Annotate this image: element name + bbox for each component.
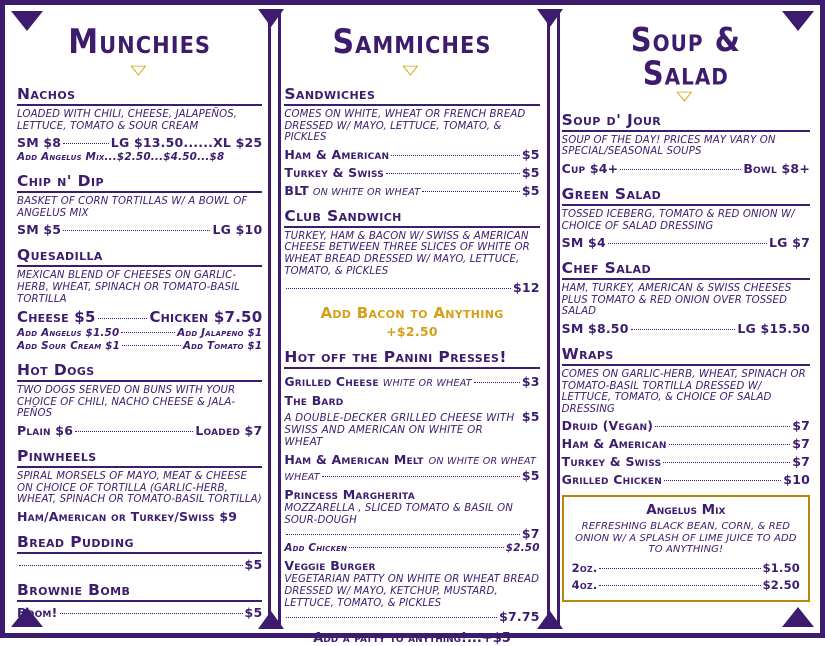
item-brownie-bomb-price: Boom! $5 — [17, 604, 263, 620]
category-hot-dogs-desc: TWO DOGS SERVED ON BUNS WITH YOUR CHOICE OF CHILI, NACHO CHEESE & JALA-PEÑOS — [17, 385, 236, 420]
category-chef-salad: Chef Salad — [562, 259, 810, 280]
dot-leader — [599, 585, 760, 586]
dot-leader — [63, 230, 210, 231]
item-wrap-druid: Druid (Vegan) $7 — [561, 418, 810, 434]
promo-add-patty: Add a patty to anything!...+$5 — [313, 631, 511, 646]
item-chip-n-dip-sizes: SM $5 LG $10 — [17, 222, 263, 238]
title-ornament-2-icon: ▽ — [402, 63, 422, 78]
item-chef-salad-sizes: SM $8.50 LG $15.50 — [561, 321, 810, 337]
item-princess-margherita-desc: MOZZARELLA , SLICED TOMATO & BASIL ON SOUR-DOUGH — [284, 503, 514, 526]
item-quesadilla-addons-1: Add Angelus $1.50 Add Jalapeno $1 — [17, 327, 263, 340]
item-ham-american: Ham & American $5 — [284, 146, 540, 162]
category-bread-pudding: Bread Pudding — [17, 533, 262, 554]
dot-leader — [286, 534, 520, 535]
dot-leader — [391, 155, 520, 156]
item-wrap-turkey-swiss: Turkey & Swiss $7 — [561, 454, 810, 470]
category-quesadilla: Quesadilla — [17, 246, 262, 267]
dot-leader — [75, 431, 193, 432]
category-sandwiches-desc: COMES ON WHITE, WHEAT OR FRENCH BREAD DRESSED W/ MAYO, LETTUCE, TOMATO, & PICKLES — [284, 109, 526, 144]
dot-leader — [631, 329, 736, 330]
section-title-line1: Soup & — [630, 20, 741, 59]
category-brownie-bomb: Brownie Bomb — [17, 581, 262, 602]
item-margherita-add-chicken: Add Chicken $2.50 — [284, 542, 540, 555]
item-grilled-cheese: Grilled Cheese WHITE OR WHEAT $3 — [284, 374, 540, 390]
dot-leader — [63, 143, 109, 144]
item-bread-pudding-price: $5 — [17, 557, 262, 572]
dot-leader — [60, 613, 243, 614]
category-club-sandwich-desc: TURKEY, HAM & BACON W/ SWISS & AMERICAN CHEESE BETWEEN THREE SLICES OF WHITE OR WHEAT BREAD DRESSED W/ MAYO, LETTUCE, TOMATO, & PICKLES — [284, 230, 530, 277]
item-turkey-swiss: Turkey & Swiss $5 — [284, 164, 540, 180]
item-pinwheels-prices: Ham/American or Turkey/Swiss $9 — [17, 508, 238, 524]
dot-leader — [286, 617, 497, 618]
category-hot-dogs: Hot Dogs — [17, 361, 262, 382]
item-nachos-sizes: SM $8 LG $13.50......XL $25 — [17, 135, 263, 151]
item-ham-american-melt-price: WHEAT $5 — [284, 468, 540, 484]
menu-column-munchies — [5, 5, 272, 633]
category-soup-d-jour-desc: SOUP OF THE DAY! PRICES MAY VARY ON SPECIAL/SEASONAL SOUPS — [561, 134, 776, 158]
section-title-soup-salad — [562, 20, 810, 93]
menu-column-soup-salad — [550, 5, 820, 633]
category-chip-n-dip-desc: BASKET OF CORN TORTILLAS W/ A BOWL OF ANGELUS MIX — [17, 196, 248, 219]
dot-leader — [386, 173, 520, 174]
item-angelus-2oz: 2oz. $1.50 — [571, 560, 800, 575]
category-sandwiches: Sandwiches — [284, 85, 539, 106]
angelus-mix-title: Angelus Mix — [646, 502, 726, 519]
item-blt: BLT ON WHITE OR WHEAT $5 — [284, 182, 540, 198]
item-ham-american-melt: Ham & American Melt ON WHITE OR WHEAT — [284, 452, 537, 468]
item-hot-dogs-prices: Plain $6 Loaded $7 — [17, 422, 263, 438]
dot-leader — [349, 547, 504, 548]
category-chip-n-dip: Chip n' Dip — [17, 172, 262, 193]
category-green-salad: Green Salad — [562, 185, 810, 206]
menu-column-sammiches — [272, 5, 549, 646]
section-title-sammiches: Sammiches — [332, 23, 492, 63]
item-soup-sizes: Cup $4+ Bowl $8+ — [561, 161, 810, 177]
title-ornament-1-icon: ▽ — [130, 63, 150, 78]
item-veggie-burger-desc: VEGETARIAN PATTY ON WHITE OR WHEAT BREAD DRESSED W/ MAYO, KETCHUP, MUSTARD, LETTUCE, TOMATO, & PICKLES — [284, 574, 540, 609]
dot-leader — [663, 462, 790, 463]
angelus-mix-box — [562, 495, 810, 601]
item-club-sandwich-price: $12 — [284, 280, 539, 295]
dot-leader — [19, 565, 243, 566]
category-soup-d-jour: Soup d' Jour — [562, 111, 810, 132]
dot-leader — [98, 318, 148, 319]
promo-add-bacon: Add Bacon to Anything +$2.50 — [320, 304, 504, 340]
section-title-munchies: Munchies — [68, 23, 212, 63]
category-pinwheels-desc: SPIRAL MORSELS OF MAYO, MEAT & CHEESE ON CHOICE OF TORTILLA (GARLIC-HERB, WHEAT, SPINACH OR TOMATO-BASIL TORTILLA) — [17, 470, 262, 506]
category-panini-header: Hot off the Panini Presses! — [284, 348, 539, 369]
dot-leader — [286, 288, 511, 289]
item-princess-margherita-price: $7 — [284, 526, 539, 541]
category-pinwheels: Pinwheels — [17, 447, 262, 468]
dot-leader — [422, 191, 520, 192]
dot-leader — [669, 444, 791, 445]
item-wrap-grilled-chicken: Grilled Chicken $10 — [561, 472, 810, 488]
title-ornament-3-icon: ▽ — [676, 88, 696, 104]
item-green-salad-sizes: SM $4 LG $7 — [561, 235, 810, 251]
item-the-bard-name: The Bard — [284, 393, 344, 409]
dot-leader — [608, 243, 767, 244]
category-nachos: Nachos — [17, 85, 262, 106]
dot-leader — [122, 345, 181, 346]
category-club-sandwich: Club Sandwich — [284, 207, 539, 228]
dot-leader — [322, 476, 520, 477]
category-chef-salad-desc: HAM, TURKEY, AMERICAN & SWISS CHEESES PLUS TOMATO & RED ONION OVER TOSSED SALAD — [561, 283, 792, 318]
item-princess-margherita: Princess Margherita — [284, 487, 415, 503]
category-green-salad-desc: TOSSED ICEBERG, TOMATO & RED ONION W/ CHOICE OF SALAD DRESSING — [561, 209, 795, 232]
item-quesadilla-prices: Cheese $5 Chicken $7.50 — [17, 308, 263, 327]
item-wrap-ham-american: Ham & American $7 — [561, 436, 810, 452]
item-quesadilla-addons-2: Add Sour Cream $1 Add Tomato $1 — [17, 340, 263, 353]
item-nachos-addons: Add Angelus Mix...$2.50...$4.50...$8 — [17, 151, 225, 164]
melt-continued-text: WHEAT — [284, 472, 320, 484]
item-veggie-burger-price: $7.75 — [284, 609, 539, 624]
item-the-bard-desc: A DOUBLE-DECKER GRILLED CHEESE WITH SWISS AND AMERICAN ON WHITE OR WHEAT $5 — [284, 409, 540, 449]
angelus-mix-desc: REFRESHING BLACK BEAN, CORN, & RED ONION W/ A SPLASH OF LIME JUICE TO ADD TO ANYTHING! — [575, 521, 797, 556]
dot-leader — [599, 568, 760, 569]
category-quesadilla-desc: MEXICAN BLEND OF CHEESES ON GARLIC-HERB, WHEAT, SPINACH OR TOMATO-BASIL TORTILLA — [17, 270, 240, 305]
category-wraps-desc: COMES ON GARLIC-HERB, WHEAT, SPINACH OR TOMATO-BASIL TORTILLA DRESSED W/ LETTUCE, TOMATO, & CHOICE OF SALAD DRESSING — [561, 369, 806, 415]
dot-leader — [664, 480, 781, 481]
dot-leader — [655, 426, 790, 427]
dot-leader — [121, 332, 175, 333]
section-title-line2: Salad — [642, 54, 729, 93]
item-veggie-burger: Veggie Burger — [284, 558, 376, 574]
category-nachos-desc: LOADED WITH CHILI, CHEESE, JALAPEÑOS, LETTUCE, TOMATO & SOUR CREAM — [17, 109, 238, 132]
category-wraps: Wraps — [562, 345, 810, 366]
dot-leader — [620, 169, 741, 170]
dot-leader — [474, 382, 520, 383]
item-angelus-4oz: 4oz. $2.50 — [571, 577, 800, 592]
